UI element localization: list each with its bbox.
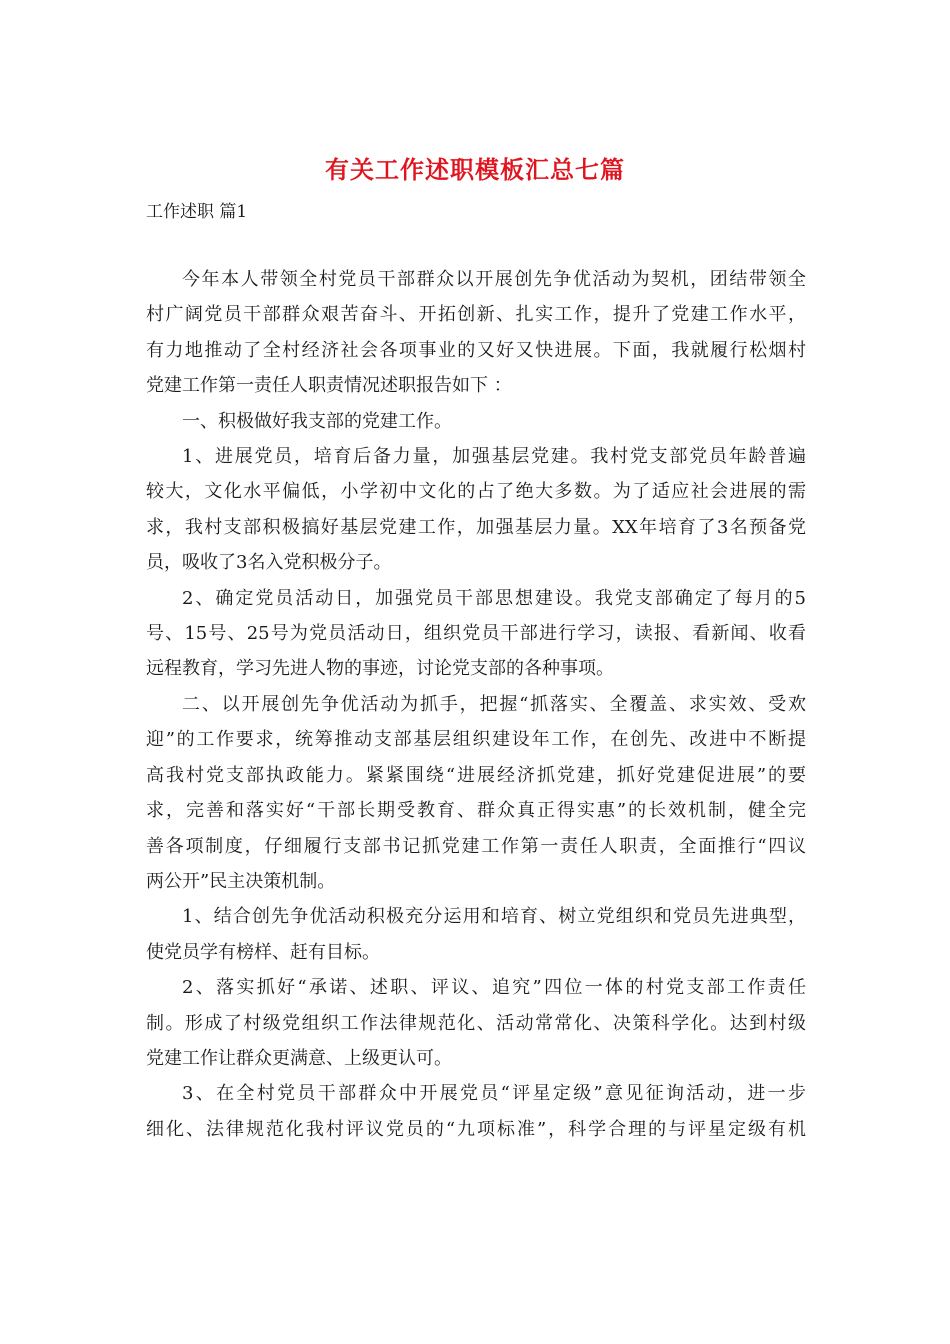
paragraph-line: 有力地推动了全村经济社会各项事业的又好又快进展。下面，我就履行松烟村 bbox=[146, 339, 806, 361]
paragraph-line: 2、确定党员活动日，加强党员干部思想建设。我党支部确定了每月的5 bbox=[182, 587, 806, 609]
paragraph bbox=[146, 404, 806, 439]
paragraph-line: 远程教育，学习先进人物的事迹，讨论党支部的各种事项。 bbox=[146, 658, 614, 680]
paragraph-line: 1、结合创先争优活动积极充分运用和培育、树立党组织和党员先进典型， bbox=[182, 906, 806, 928]
paragraph-line: 二、以开展创先争优活动为抓手，把握“抓落实、全覆盖、求实效、受欢 bbox=[182, 693, 806, 715]
paragraph-line: 今年本人带领全村党员干部群众以开展创先争优活动为契机，团结带领全 bbox=[182, 269, 806, 290]
paragraph-line: 3、在全村党员干部群众中开展党员“评星定级”意见征询活动，进一步 bbox=[182, 1083, 806, 1105]
paragraph-line: 员，吸收了3名入党积极分子。 bbox=[146, 552, 392, 574]
paragraph-line: 2、落实抓好“承诺、述职、评议、追究”四位一体的村党支部工作责任 bbox=[182, 977, 806, 999]
document-title: 有关工作述职模板汇总七篇 bbox=[325, 155, 625, 184]
paragraph-line: 细化、法律规范化我村评议党员的“九项标准”，科学合理的与评星定级有机 bbox=[146, 1118, 806, 1140]
paragraph-line: 高我村党支部执政能力。紧紧围绕“进展经济抓党建，抓好党建促进展”的要 bbox=[146, 764, 806, 786]
paragraph-line: 两公开”民主决策机制。 bbox=[146, 870, 336, 892]
paragraph bbox=[146, 899, 806, 970]
paragraph bbox=[146, 1076, 806, 1147]
paragraph-line: 一、积极做好我支部的党建工作。 bbox=[182, 410, 452, 432]
paragraph-line: 制。形成了村级党组织工作法律规范化、活动常常化、决策科学化。达到村级 bbox=[146, 1012, 806, 1034]
document-body bbox=[146, 262, 806, 1147]
paragraph-line: 号、15号、25号为党员活动日，组织党员干部进行学习，读报、看新闻、收看 bbox=[146, 623, 806, 645]
paragraph-line: 迎”的工作要求，统筹推动支部基层组织建设年工作，在创先、改进中不断提 bbox=[146, 729, 806, 751]
paragraph-line: 求，我村支部积极搞好基层党建工作，加强基层力量。XX年培育了3名预备党 bbox=[146, 516, 806, 538]
paragraph-line: 村广阔党员干部群众艰苦奋斗、开拓创新、扎实工作，提升了党建工作水平， bbox=[146, 304, 806, 326]
paragraph-line: 党建工作第一责任人职责情况述职报告如下 ： bbox=[146, 375, 512, 397]
paragraph bbox=[146, 439, 806, 581]
paragraph-line: 党建工作让群众更满意、上级更认可。 bbox=[146, 1047, 452, 1069]
paragraph-line: 求，完善和落实好“干部长期受教育、群众真正得实惠”的长效机制，健全完 bbox=[146, 800, 806, 822]
paragraph bbox=[146, 581, 806, 687]
paragraph bbox=[146, 262, 806, 404]
paragraph bbox=[146, 687, 806, 899]
paragraph bbox=[146, 970, 806, 1076]
paragraph-line: 1、进展党员，培育后备力量，加强基层党建。我村党支部党员年龄普遍 bbox=[182, 446, 806, 468]
paragraph-line: 较大，文化水平偏低，小学初中文化的占了绝大多数。为了适应社会进展的需 bbox=[146, 481, 806, 503]
section-heading: 工作述职 篇1 bbox=[146, 202, 248, 222]
paragraph-line: 善各项制度，仔细履行支部书记抓党建工作第一责任人职责，全面推行“四议 bbox=[146, 835, 806, 857]
paragraph-line: 使党员学有榜样、赶有目标。 bbox=[146, 941, 380, 963]
